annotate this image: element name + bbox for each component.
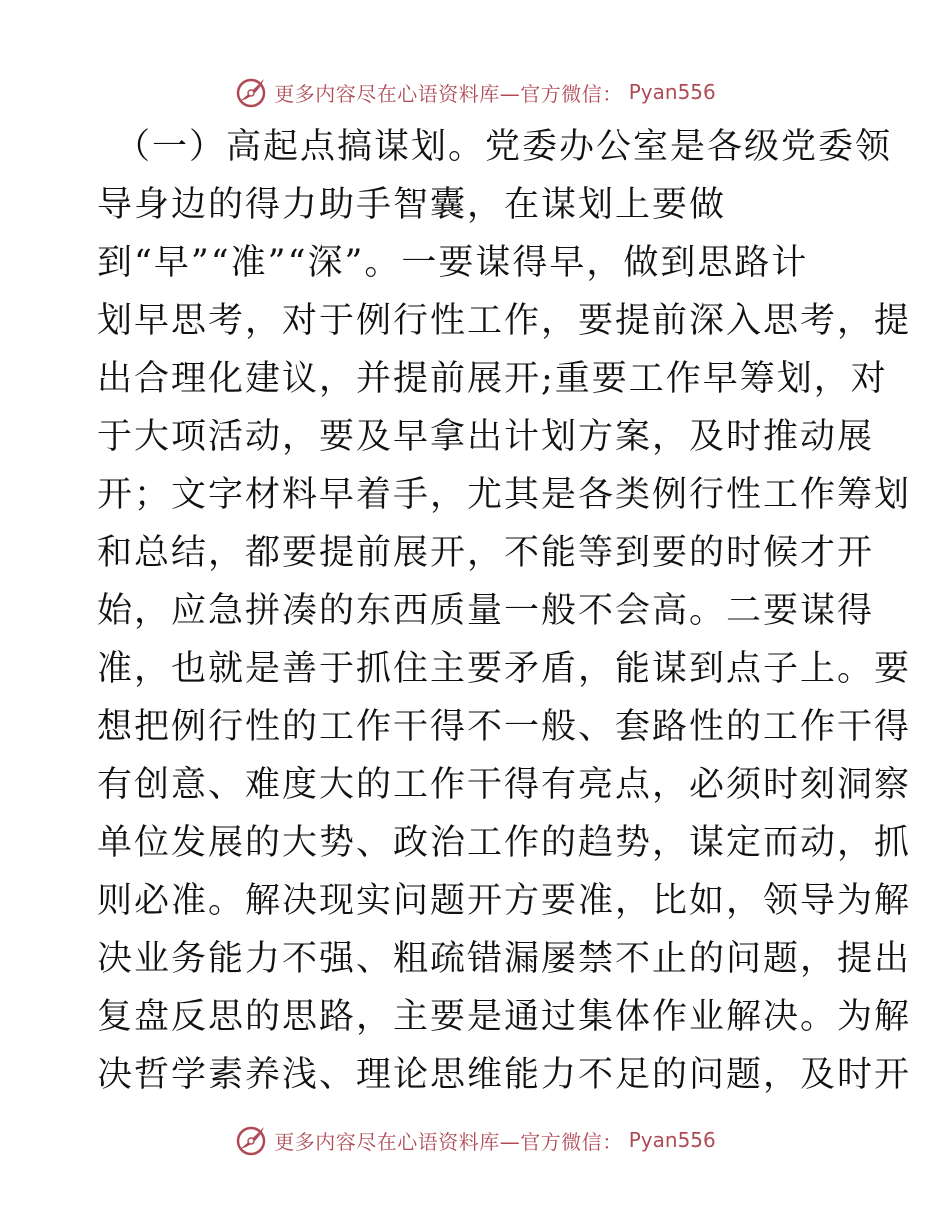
body-line: 想把例行性的工作干得不一般、套路性的工作干得 bbox=[97, 707, 912, 747]
body-line: 决业务能力不强、粗疏错漏屡禁不止的问题，提出 bbox=[97, 939, 912, 979]
body-line: 导身边的得力助手智囊，在谋划上要做 bbox=[97, 185, 727, 225]
body-line: 和总结，都要提前展开，不能等到要的时候才开 bbox=[97, 533, 875, 573]
footer-watermark bbox=[0, 1120, 950, 1160]
body-line: （一）高起点搞谋划。党委办公室是各级党委领 bbox=[115, 127, 893, 167]
body-line: 准，也就是善于抓住主要矛盾，能谋到点子上。要 bbox=[97, 649, 912, 689]
body-line: 出合理化建议，并提前展开;重要工作早筹划，对 bbox=[97, 359, 888, 399]
feather-logo-icon bbox=[234, 75, 268, 109]
body-line: 始，应急拼凑的东西质量一般不会高。二要谋得 bbox=[97, 591, 875, 631]
body-line: 于大项活动，要及早拿出计划方案，及时推动展 bbox=[97, 417, 875, 457]
header-watermark-text: 更多内容尽在心语资料库—官方微信： bbox=[274, 81, 623, 106]
document-body bbox=[97, 118, 912, 1104]
header-watermark-id: Pyan556 bbox=[628, 80, 716, 104]
body-line: 复盘反思的思路，主要是通过集体作业解决。为解 bbox=[97, 997, 912, 1037]
body-line: 到“早”“准”“深”。一要谋得早，做到思路计 bbox=[97, 243, 809, 283]
body-line: 则必准。解决现实问题开方要准，比如，领导为解 bbox=[97, 881, 912, 921]
body-line: 开；文字材料早着手，尤其是各类例行性工作筹划 bbox=[97, 475, 912, 515]
footer-watermark-text: 更多内容尽在心语资料库—官方微信： bbox=[274, 1129, 623, 1154]
feather-logo-icon bbox=[234, 1123, 268, 1157]
footer-watermark-id: Pyan556 bbox=[628, 1128, 716, 1152]
body-line: 单位发展的大势、政治工作的趋势，谋定而动，抓 bbox=[97, 823, 912, 863]
body-line: 划早思考，对于例行性工作，要提前深入思考，提 bbox=[97, 301, 912, 341]
body-line: 决哲学素养浅、理论思维能力不足的问题，及时开 bbox=[97, 1055, 912, 1095]
header-watermark bbox=[0, 72, 950, 112]
body-line: 有创意、难度大的工作干得有亮点，必须时刻洞察 bbox=[97, 765, 912, 805]
